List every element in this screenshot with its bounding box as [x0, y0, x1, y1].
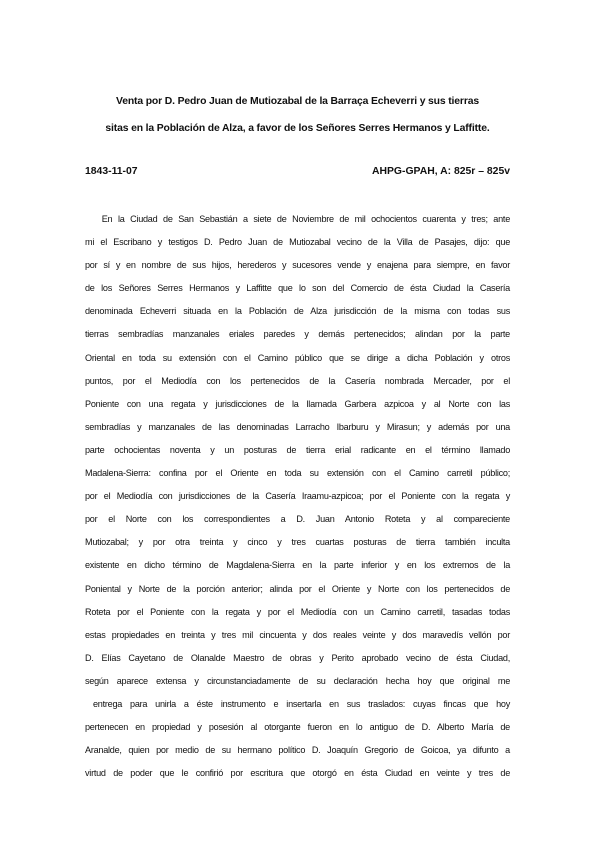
body-line: puntos, por el Mediodía con los pertenecidos de la Casería nombrada Mercader, por el	[85, 375, 510, 386]
body-line: denominada Echeverri situada en la Población de Alza jurisdicción de la misma con todas sus	[85, 306, 510, 317]
body-line: Aranalde, quien por medio de su hermano político D. Joaquín Gregorio de Goicoa, ya difunto a	[85, 745, 510, 756]
body-line: virtud de poder que le confirió por escritura que otorgó en ésta Ciudad en veinte y tres de	[85, 768, 510, 779]
title-line-2: sitas en la Población de Alza, a favor de los Señores Serres Hermanos y Laffitte.	[105, 123, 490, 134]
archive-reference: AHPG-GPAH, A: 825r – 825v	[371, 166, 510, 177]
body-line: por sí y en nombre de sus hijos, herederos y sucesores vende y enajena para siempre, en favor	[85, 260, 510, 271]
body-line: Roteta por el Poniente con la regata y por el Mediodía con un Camino carretil, tasadas todas	[85, 606, 510, 617]
document-date: 1843-11-07	[85, 166, 138, 177]
body-line: sembradías y manzanales de las denominadas Larracho Ibarburu y Mirasun; y además por una	[85, 421, 510, 432]
body-line: por el Norte con los correspondientes a D. Juan Antonio Roteta y al compareciente	[85, 514, 510, 525]
document-body	[85, 208, 510, 785]
body-line: D. Elías Cayetano de Olanalde Maestro de obras y Perito aprobado vecino de ésta Ciudad,	[85, 652, 510, 663]
body-line: Poniental y Norte de la porción anterior; alinda por el Oriente y Norte con los pertenecidos de	[85, 583, 510, 594]
body-line: Mutiozabal; y por otra treinta y cinco y tres cuartas posturas de tierra también inculta	[85, 537, 510, 548]
body-line: entrega para unirla a éste instrumento e insertarla en sus traslados: cuyas fincas que hoy	[85, 698, 510, 709]
body-line: Oriental en toda su extensión con el Camino público que se dirige a dicha Población y otros	[85, 352, 510, 363]
body-line: mi el Escribano y testigos D. Pedro Juan de Mutiozabal vecino de la Villa de Pasajes, dijo: que	[85, 237, 510, 248]
body-line: Madalena-Sierra: confina por el Oriente en toda su extensión con el Camino carretil público;	[85, 468, 510, 479]
body-line: pertenecen en propiedad y posesión al otorgante fueron en lo antiguo de D. Alberto María de	[85, 722, 510, 733]
body-line: por el Mediodía con jurisdicciones de la Casería Iraamu-azpicoa; por el Poniente con la regata y	[85, 491, 510, 502]
body-line: parte ochocientas noventa y un posturas de tierra erial radicante en el término llamado	[85, 444, 510, 455]
body-line: según aparece extensa y circunstanciadamente de su declaración hecha hoy que original me	[85, 675, 510, 686]
body-line: existente en dicho término de Magdalena-Sierra en la parte inferior y en los extremos de la	[85, 560, 510, 571]
body-line: de los Señores Serres Hermanos y Laffitte que lo son del Comercio de ésta Ciudad la Casería	[85, 283, 510, 294]
body-line: tierras sembradías manzanales eriales paredes y demás pertenecidos; alindan por la parte	[85, 329, 510, 340]
body-line: estas propiedades en treinta y tres mil cincuenta y dos reales veinte y dos maravedís vellón por	[85, 629, 510, 640]
body-line: En la Ciudad de San Sebastián a siete de Noviembre de mil ochocientos cuarenta y tres; ante	[85, 214, 510, 224]
document-title	[60, 88, 535, 142]
body-line: Poniente con una regata y jurisdicciones de la llamada Garbera azpicoa y al Norte con las	[85, 398, 510, 409]
title-line-1: Venta por D. Pedro Juan de Mutiozabal de la Barraça Echeverri y sus tierras	[116, 96, 479, 107]
